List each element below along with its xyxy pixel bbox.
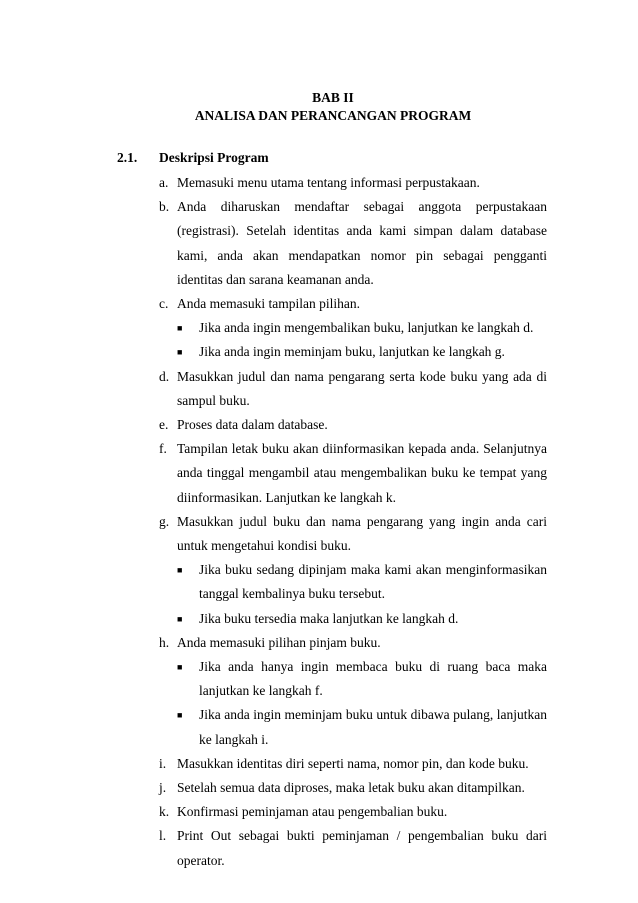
- list-item-text: Anda diharuskan mendaftar sebagai anggota perpustakaan (registrasi). Setelah identitas anda kami simpan dalam database kami, anda akan mendapatkan nomor pin sebagai pengganti identitas dan sarana keamanan anda.: [177, 199, 547, 287]
- sub-list-item-text: Jika anda hanya ingin membaca buku di ruang baca maka lanjutkan ke langkah f.: [199, 659, 547, 699]
- list-item: [159, 437, 547, 510]
- steps-list: [159, 171, 547, 873]
- list-item-text: Anda memasuki pilihan pinjam buku.: [177, 634, 381, 650]
- sub-list-item: [177, 558, 547, 606]
- black-square-icon: ■: [177, 613, 183, 624]
- black-square-icon: ■: [177, 662, 183, 673]
- chapter-title: ANALISA DAN PERANCANGAN PROGRAM: [194, 108, 472, 123]
- sub-list-item-text: Jika buku tersedia maka lanjutkan ke langkah d.: [199, 610, 459, 626]
- sub-list-item-text: Jika buku sedang dipinjam maka kami akan menginformasikan tanggal kembalinya buku tersebut.: [199, 562, 547, 602]
- list-item-label: k.: [159, 804, 170, 820]
- list-item-text: Proses data dalam database.: [177, 417, 328, 433]
- list-item-label: g.: [159, 513, 170, 529]
- list-item-text: Masukkan judul buku dan nama pengarang yang ingin anda cari untuk mengetahui kondisi buku.: [177, 513, 547, 554]
- list-item-label: a.: [159, 175, 169, 190]
- sub-list-item: [177, 316, 547, 340]
- list-item-text: Setelah semua data diproses, maka letak buku akan ditampilkan.: [177, 780, 525, 796]
- list-item-label: l.: [159, 828, 167, 844]
- list-item-text: Konfirmasi peminjaman atau pengembalian buku.: [177, 804, 448, 820]
- list-item: [159, 752, 547, 776]
- black-square-icon: ■: [177, 710, 183, 721]
- list-item: [159, 800, 547, 824]
- list-item: [159, 631, 547, 752]
- black-square-icon: ■: [177, 565, 183, 576]
- list-item-text: Anda memasuki tampilan pilihan.: [177, 296, 360, 312]
- list-item-text: Tampilan letak buku akan diinformasikan kepada anda. Selanjutnya anda tinggal mengambil atau mengembalikan buku ke tempat yang diinformasikan. Lanjutkan ke langkah k.: [177, 441, 547, 505]
- section-title: Deskripsi Program: [159, 150, 269, 165]
- sub-list-item-text: Jika anda ingin meminjam buku, lanjutkan ke langkah g.: [199, 344, 505, 360]
- list-item-text: Print Out sebagai bukti peminjaman / pengembalian buku dari operator.: [177, 828, 547, 868]
- list-item: [159, 510, 547, 631]
- sub-list-item-text: Jika anda ingin meminjam buku untuk dibawa pulang, lanjutkan ke langkah i.: [199, 707, 547, 747]
- list-item-label: b.: [159, 199, 170, 215]
- list-item-text: Memasuki menu utama tentang informasi perpustakaan.: [177, 175, 480, 190]
- black-square-icon: ■: [177, 347, 183, 358]
- list-item-label: d.: [159, 368, 170, 384]
- section-number: 2.1.: [117, 150, 138, 165]
- sub-list-item: [177, 607, 547, 631]
- sub-list-item-text: Jika anda ingin mengembalikan buku, lanjutkan ke langkah d.: [199, 320, 534, 336]
- list-item: [159, 824, 547, 872]
- list-item-label: c.: [159, 296, 169, 312]
- list-item: [159, 171, 547, 195]
- sub-list-item: [177, 703, 547, 751]
- list-item-text: Masukkan judul dan nama pengarang serta kode buku yang ada di sampul buku.: [177, 368, 547, 408]
- list-item: [159, 776, 547, 800]
- list-item-text: Masukkan identitas diri seperti nama, nomor pin, dan kode buku.: [177, 755, 529, 771]
- sub-list-item: [177, 340, 547, 364]
- list-item-label: e.: [159, 417, 169, 433]
- list-item: [159, 365, 547, 413]
- list-item: [159, 195, 547, 292]
- list-item: [159, 413, 547, 437]
- black-square-icon: ■: [177, 323, 183, 334]
- list-item-label: f.: [159, 441, 167, 457]
- list-item-label: i.: [159, 755, 167, 771]
- list-item-label: h.: [159, 634, 170, 650]
- sub-list-item: [177, 655, 547, 703]
- list-item-label: j.: [159, 780, 167, 796]
- list-item: [159, 292, 547, 365]
- chapter-heading: BAB II: [312, 90, 354, 105]
